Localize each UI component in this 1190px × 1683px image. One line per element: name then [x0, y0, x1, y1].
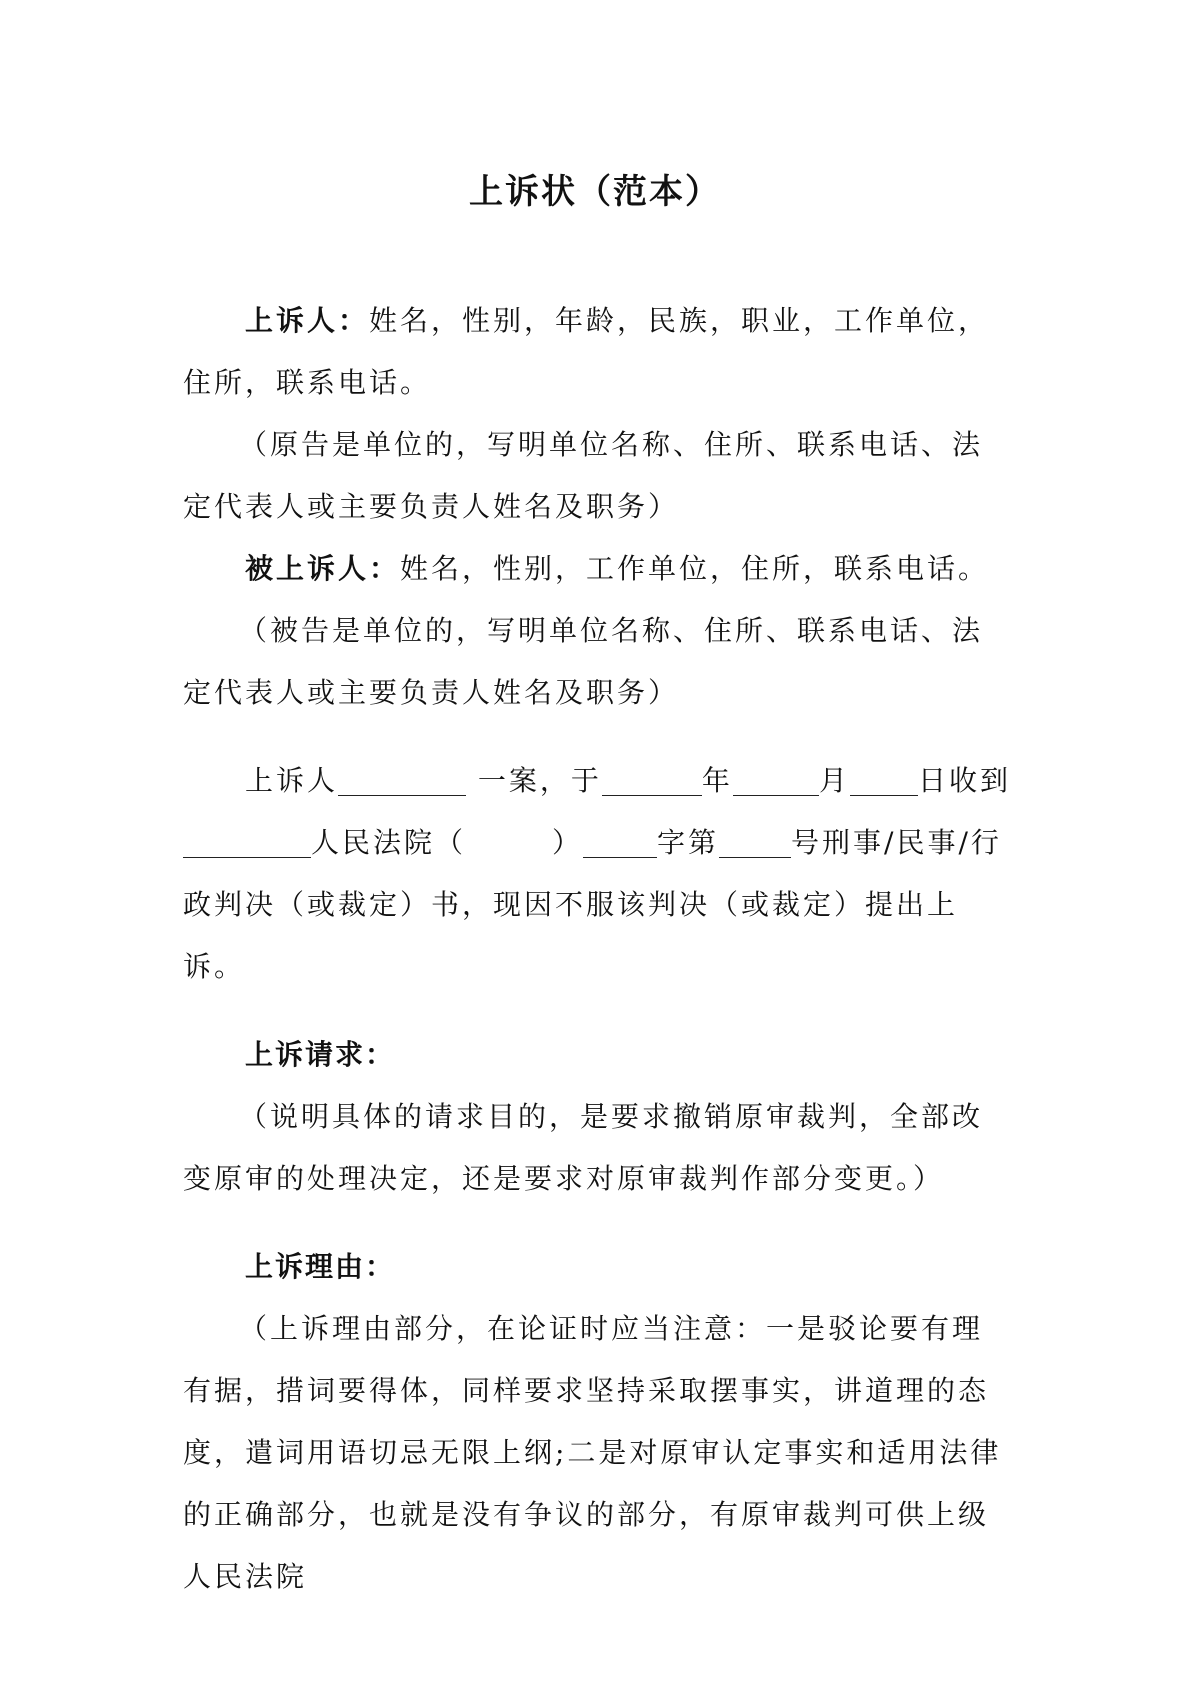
- appellee-paragraph: [183, 538, 1013, 600]
- spacer: [183, 724, 1013, 750]
- reason-heading: 上诉理由：: [245, 1250, 396, 1283]
- request-text: （说明具体的请求目的，是要求撤销原审裁判，全部改变原审的处理决定，还是要求对原审裁判作部分变更。）: [183, 1100, 984, 1195]
- page-title: 上诉状（范本）: [469, 172, 721, 212]
- case-text-6: 人民法院（: [311, 826, 467, 859]
- case-text-7: ）: [552, 826, 584, 859]
- spacer: [183, 998, 1013, 1024]
- appellant-label: 上诉人：: [245, 304, 370, 337]
- month-blank: [733, 765, 819, 796]
- case-paragraph: [183, 750, 1013, 998]
- reason-text: （上诉理由部分，在论证时应当注意：一是驳论要有理有据，措词要得体，同样要求坚持采取摆事实，讲道理的态度，遣词用语切忌无限上纲;二是对原审认定事实和适用法律的正确部分，也就是没有争议的部分，有原审裁判可供上级人民法院: [183, 1312, 1002, 1593]
- appellant-note: （原告是单位的，写明单位名称、住所、联系电话、法定代表人或主要负责人姓名及职务）: [183, 428, 984, 523]
- appellant-paragraph: [183, 290, 1013, 414]
- document-body: [183, 290, 1013, 1608]
- spacer: [183, 1210, 1013, 1236]
- case-text-2: 一案，于: [466, 764, 602, 797]
- day-blank: [850, 765, 918, 796]
- appellee-text: 姓名，性别，工作单位，住所，联系电话。: [400, 552, 990, 585]
- case-text-9: 号刑事/民事/行政判决（或裁定）书，现因不服该判决（或裁定）提出上诉。: [183, 826, 1002, 983]
- case-text-5: 日收到: [917, 764, 1011, 797]
- case-number-blank: [719, 827, 791, 858]
- appellant-text: 姓名，性别，年龄，民族，职业，工作单位，住所，联系电话。: [183, 304, 990, 399]
- case-text-4: 月: [818, 764, 850, 797]
- appellee-note: （被告是单位的，写明单位名称、住所、联系电话、法定代表人或主要负责人姓名及职务）: [183, 614, 984, 709]
- year-blank: [602, 765, 702, 796]
- case-text-3: 年: [701, 764, 733, 797]
- court-name-blank: [183, 827, 311, 858]
- case-text-1: 上诉人: [245, 764, 339, 797]
- case-text-8: 字第: [657, 826, 720, 859]
- appellant-name-blank: [338, 765, 466, 796]
- request-heading: 上诉请求：: [245, 1038, 396, 1071]
- appellee-label: 被上诉人：: [245, 552, 401, 585]
- case-prefix-blank: [583, 827, 657, 858]
